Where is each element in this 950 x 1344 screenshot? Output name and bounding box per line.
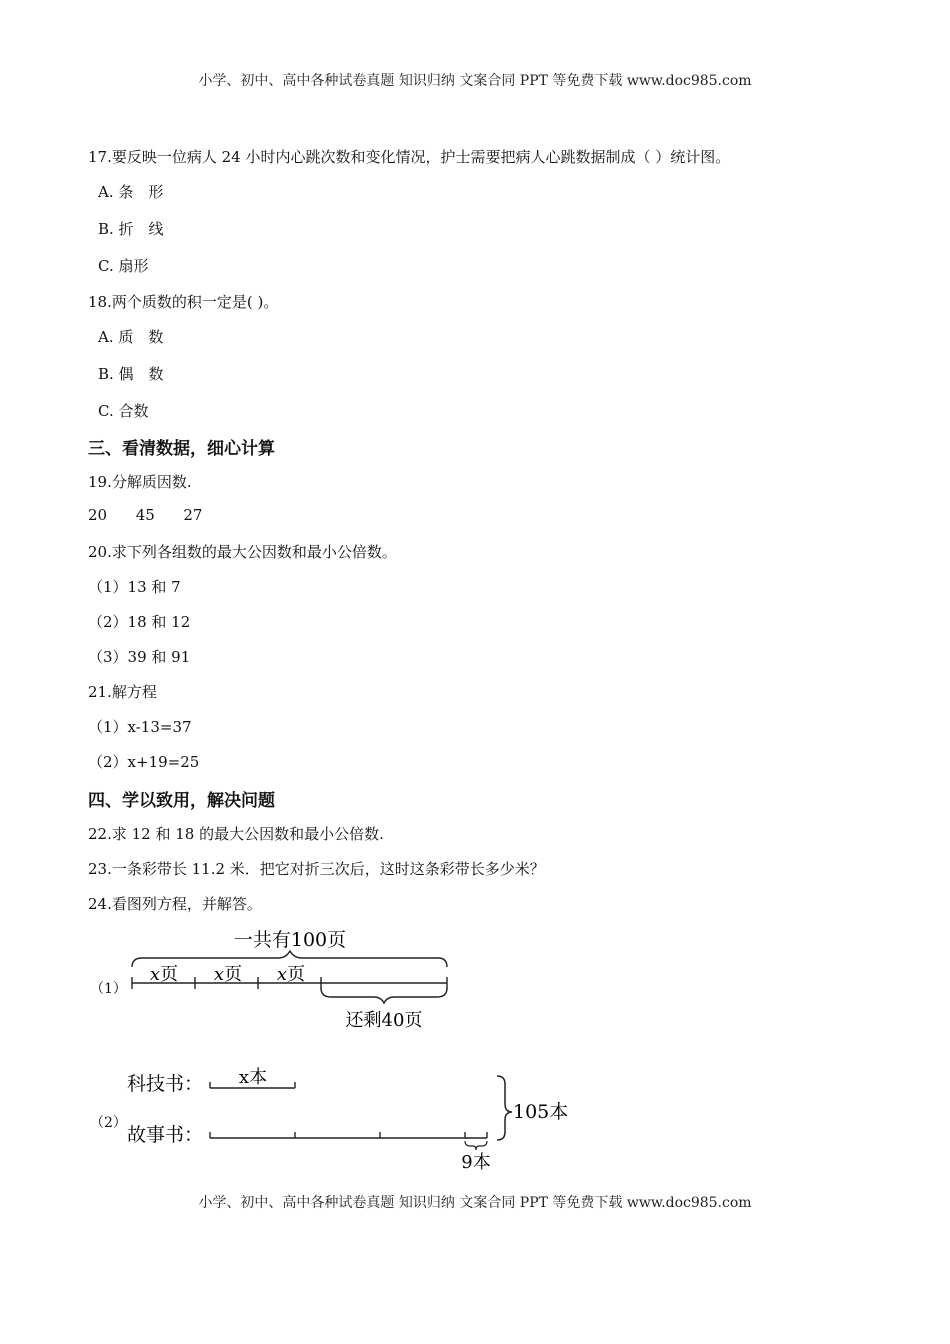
question-17-option-a: A. 条 形 bbox=[98, 183, 164, 201]
question-18-stem: 18.两个质数的积一定是( )。 bbox=[88, 293, 279, 311]
figure-1-segment-3: x页 bbox=[276, 964, 306, 985]
question-18-option-c: C. 合数 bbox=[98, 402, 149, 420]
figure-1-total-label: 一共有100页 bbox=[233, 929, 347, 951]
figure-1-diagram bbox=[120, 925, 460, 1035]
question-20-item-3: （3）39 和 91 bbox=[88, 648, 191, 666]
figure-2-row1-label: 科技书： bbox=[127, 1073, 204, 1095]
figure-1-segment-1: x页 bbox=[149, 964, 179, 985]
question-19-stem: 19.分解质因数. bbox=[88, 473, 192, 491]
question-17-option-b: B. 折 线 bbox=[98, 220, 164, 238]
question-18-option-a: A. 质 数 bbox=[98, 328, 164, 346]
figure-2-row1-value: x本 bbox=[238, 1067, 268, 1088]
figure-2-diagram bbox=[125, 1062, 575, 1174]
question-17-stem: 17.要反映一位病人 24 小时内心跳次数和变化情况，护士需要把病人心跳数据制成（ ）统计图。 bbox=[88, 148, 731, 166]
figure-2-total-label: 105本 bbox=[513, 1101, 569, 1123]
question-20-item-2: （2）18 和 12 bbox=[88, 613, 191, 631]
figure-1-remain-label: 还剩40页 bbox=[345, 1010, 423, 1031]
question-21-stem: 21.解方程 bbox=[88, 683, 157, 701]
question-17-option-c: C. 扇形 bbox=[98, 257, 149, 275]
question-20-item-1: （1）13 和 7 bbox=[88, 578, 181, 596]
figure-1-label: （1） bbox=[90, 981, 127, 997]
figure-2-row2-label: 故事书： bbox=[127, 1124, 204, 1146]
page-footer: 小学、初中、高中各种试卷真题 知识归纳 文案合同 PPT 等免费下载 www.doc985.com bbox=[198, 1195, 752, 1211]
question-24-stem: 24.看图列方程，并解答。 bbox=[88, 895, 262, 913]
section-3-title: 三、看清数据，细心计算 bbox=[88, 439, 275, 459]
question-22-stem: 22.求 12 和 18 的最大公因数和最小公倍数. bbox=[88, 825, 384, 843]
question-23-stem: 23.一条彩带长 11.2 米．把它对折三次后，这时这条彩带长多少米？ bbox=[88, 860, 545, 878]
question-20-stem: 20.求下列各组数的最大公因数和最小公倍数。 bbox=[88, 543, 397, 561]
question-21-item-1: （1）x-13=37 bbox=[88, 718, 192, 736]
question-21-item-2: （2）x+19=25 bbox=[88, 753, 200, 771]
question-18-option-b: B. 偶 数 bbox=[98, 365, 164, 383]
section-4-title: 四、学以致用，解决问题 bbox=[88, 791, 275, 811]
figure-1-segment-2: x页 bbox=[213, 964, 243, 985]
figure-2-label: （2） bbox=[90, 1115, 127, 1131]
figure-1-bottom-brace bbox=[321, 988, 447, 1003]
page-header: 小学、初中、高中各种试卷真题 知识归纳 文案合同 PPT 等免费下载 www.doc985.com bbox=[198, 73, 752, 89]
figure-2-extra-label: 9本 bbox=[461, 1152, 491, 1173]
figure-2-right-brace bbox=[497, 1076, 512, 1140]
question-19-numbers: 20 45 27 bbox=[88, 506, 203, 524]
figure-2-extra-brace bbox=[465, 1141, 487, 1150]
